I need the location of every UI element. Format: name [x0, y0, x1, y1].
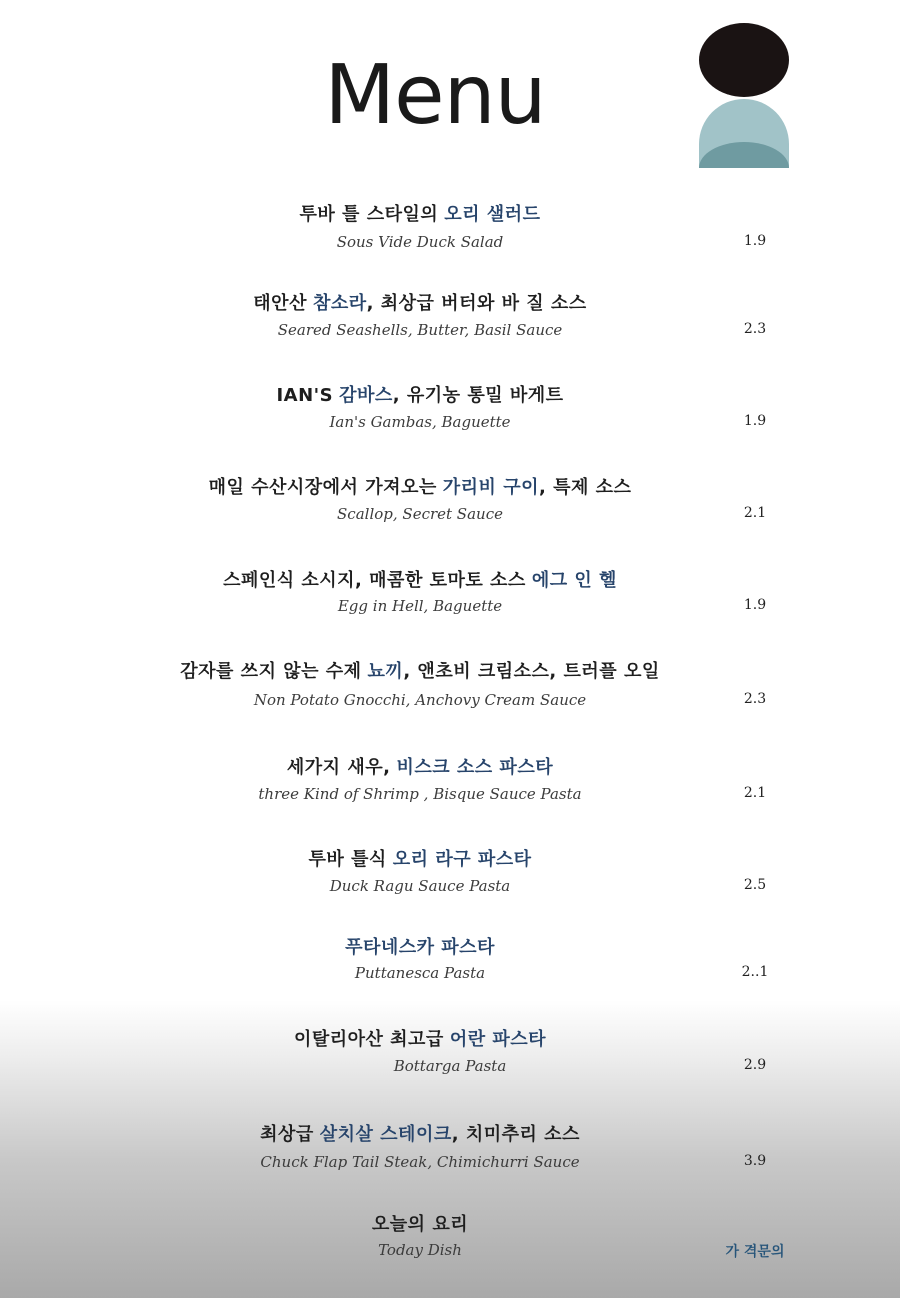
menu-item-korean-name	[0, 1120, 840, 1146]
menu-item-korean-name	[0, 566, 840, 592]
menu-item-korean-highlight: 살치살 스테이크	[319, 1124, 452, 1145]
menu-item-english-name: Ian's Gambas, Baguette	[329, 413, 511, 431]
menu-item-korean-text: , 치미추리 소스	[451, 1124, 580, 1145]
menu-item-korean-text: , 유기농 통밀 바게트	[392, 385, 564, 406]
menu-item-price: 3.9	[743, 1153, 767, 1169]
menu-item-price: 1.9	[743, 413, 767, 429]
menu-item-korean-text: 투바 틀 스타일의	[299, 204, 439, 225]
menu-item-english-name: three Kind of Shrimp , Bisque Sauce Pasta	[258, 785, 582, 803]
menu-item-korean-highlight: 비스크 소스 파스타	[396, 757, 554, 778]
menu-item-english-name: Chuck Flap Tail Steak, Chimichurri Sauce	[260, 1153, 580, 1171]
menu-item-korean-name	[0, 933, 840, 959]
menu-item-english-name: Puttanesca Pasta	[354, 964, 486, 982]
menu-item-korean-text: IAN'S	[276, 385, 334, 406]
menu-item-korean-highlight: 오리 샐러드	[444, 204, 541, 225]
menu-item-korean-text: 스페인식 소시지, 매콤한 토마토 소스	[223, 570, 526, 591]
menu-item-korean-highlight: 어란 파스타	[449, 1029, 547, 1050]
menu-item-korean-text: 세가지 새우,	[286, 757, 391, 778]
menu-item-korean-name	[0, 753, 840, 779]
menu-item-korean-text: 태안산	[253, 293, 307, 314]
menu-item-korean-text: , 최상급 버터와 바 질 소스	[366, 293, 587, 314]
menu-item-korean-text: 매일 수산시장에서 가져오는	[208, 477, 437, 498]
menu-item-korean-name	[0, 657, 840, 683]
menu-item-english-name: Today Dish	[378, 1241, 462, 1259]
menu-item-korean-name	[0, 845, 840, 871]
menu-item-english-name: Duck Ragu Sauce Pasta	[329, 877, 511, 895]
menu-item-price: 1.9	[743, 597, 767, 613]
menu-item-price: 1.9	[743, 233, 767, 249]
menu-item-english-name: Non Potato Gnocchi, Anchovy Cream Sauce	[253, 691, 587, 709]
menu-item-price: 2.9	[743, 1057, 767, 1073]
menu-item-price: 2.5	[743, 877, 767, 893]
menu-item-price: 2..1	[741, 964, 769, 980]
menu-item-korean-highlight: 참소라	[312, 293, 367, 314]
menu-item-korean-highlight: 뇨끼	[367, 661, 404, 682]
menu-item-price: 2.3	[743, 691, 767, 707]
menu-item-korean-text: , 앤초비 크림소스, 트러플 오일	[403, 661, 660, 682]
menu-item-korean-highlight: 오리 라구 파스타	[392, 849, 532, 870]
menu-item-korean-text: 이탈리아산 최고급	[293, 1029, 444, 1050]
menu-item-price-inquiry: 가 격문의	[725, 1244, 785, 1260]
menu-item-price: 2.1	[743, 505, 767, 521]
menu-item-korean-name	[0, 1210, 840, 1236]
menu-item-korean-name	[0, 381, 840, 407]
menu-item-korean-text: , 특제 소스	[538, 477, 632, 498]
menu-item-english-name: Seared Seashells, Butter, Basil Sauce	[277, 321, 563, 339]
menu-item-korean-name	[0, 200, 840, 226]
menu-item-korean-name	[0, 473, 840, 499]
menu-item-price: 2.1	[743, 785, 767, 801]
menu-item-korean-text: 최상급	[260, 1124, 314, 1145]
menu-item-korean-highlight: 가리비 구이	[442, 477, 539, 498]
menu-item-korean-highlight: 에그 인 헬	[531, 570, 617, 591]
logo-icon	[698, 22, 790, 168]
menu-item-korean-text: 오늘의 요리	[371, 1214, 469, 1235]
menu-item-english-name: Sous Vide Duck Salad	[336, 233, 504, 251]
menu-title: Menu	[324, 48, 546, 143]
menu-item-korean-highlight: 푸타네스카 파스타	[345, 937, 495, 958]
menu-item-english-name: Scallop, Secret Sauce	[337, 505, 503, 523]
menu-item-korean-highlight: 감바스	[339, 385, 393, 406]
menu-item-price: 2.3	[743, 321, 767, 337]
menu-item-korean-text: 투바 틀식	[308, 849, 387, 870]
menu-item-english-name: Egg in Hell, Baguette	[337, 597, 503, 615]
menu-item-korean-name	[0, 1025, 840, 1051]
menu-item-korean-name	[0, 289, 840, 315]
menu-item-korean-text: 감자를 쓰지 않는 수제	[180, 661, 362, 682]
menu-item-english-name: Bottarga Pasta	[393, 1057, 507, 1075]
